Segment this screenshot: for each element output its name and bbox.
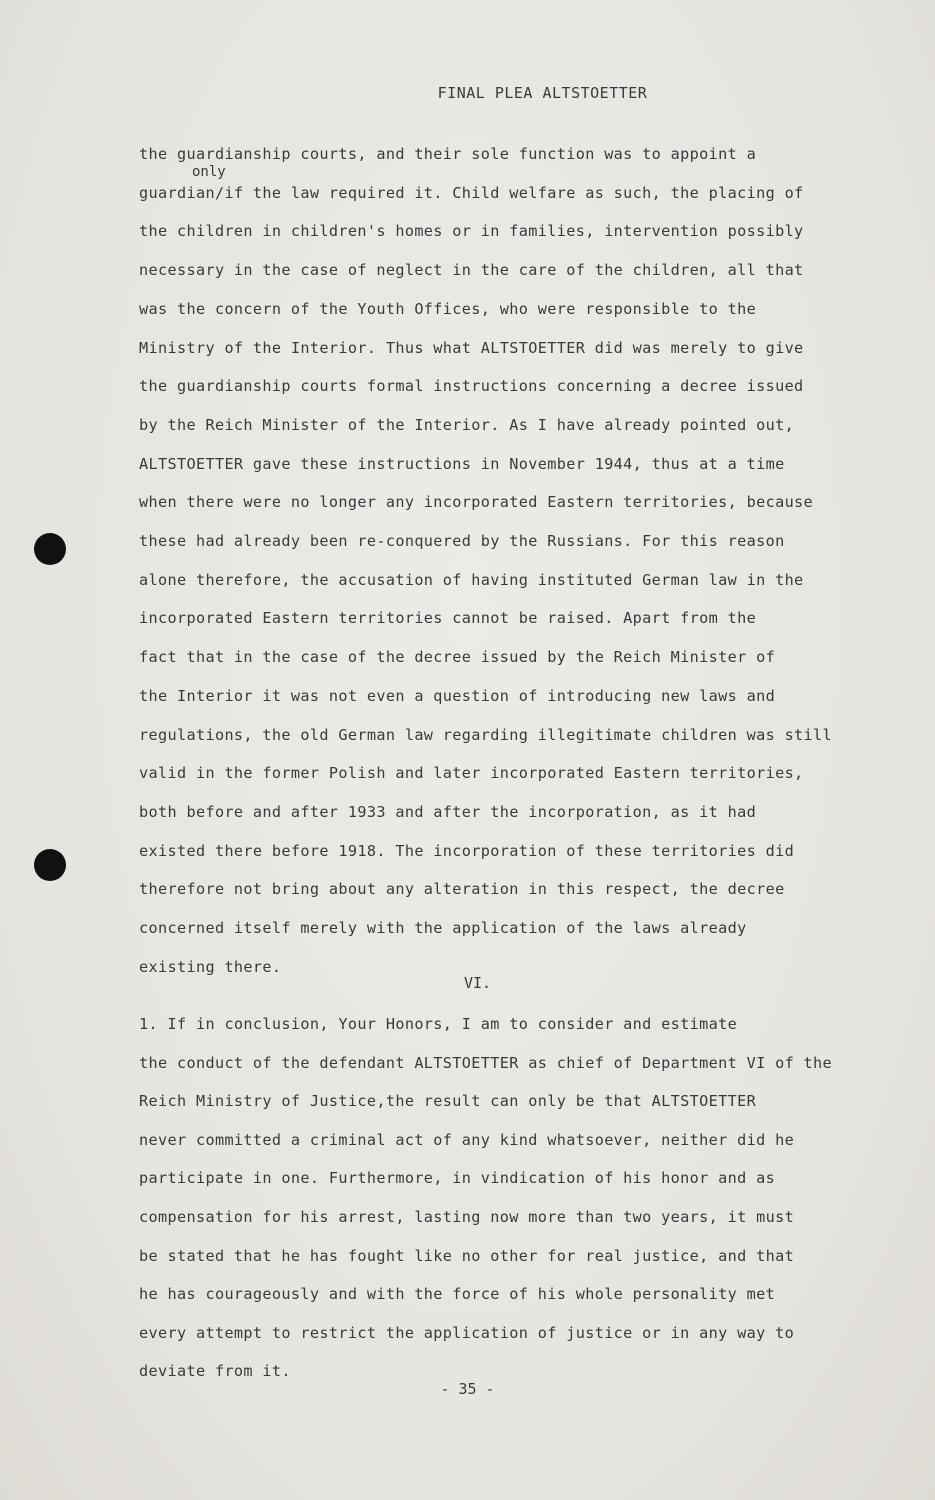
text-line: ALTSTOETTER gave these instructions in November 1944, thus at a time [139, 454, 785, 473]
text-line: regulations, the old German law regarding illegitimate children was still [139, 725, 833, 744]
text-line: the guardianship courts, and their sole function was to appoint a [139, 145, 757, 163]
text-line: existed there before 1918. The incorporation of these territories did [139, 841, 795, 860]
text-line: compensation for his arrest, lasting now more than two years, it must [139, 1208, 795, 1226]
page-number: - 35 - [440, 1380, 495, 1398]
text-line: participate in one. Furthermore, in vindication of his honor and as [139, 1169, 776, 1188]
text-line: therefore not bring about any alteration in this respect, the decree [139, 880, 785, 899]
punch-hole-upper [34, 533, 66, 565]
text-line: the children in children's homes or in families, intervention possibly [139, 222, 804, 241]
text-line: by the Reich Minister of the Interior. As I have already pointed out, [139, 415, 795, 434]
text-line: Reich Ministry of Justice,the result can only be that ALTSTOETTER [139, 1092, 757, 1111]
text-line: the guardianship courts formal instructions concerning a decree issued [139, 377, 804, 396]
text-line: these had already been re-conquered by the Russians. For this reason [139, 532, 785, 550]
page-header: FINAL PLEA ALTSTOETTER [437, 84, 648, 102]
text-line: necessary in the case of neglect in the care of the children, all that [139, 261, 804, 280]
text-line: be stated that he has fought like no other for real justice, and that [139, 1246, 795, 1265]
text-line: alone therefore, the accusation of having instituted German law in the [139, 570, 804, 589]
text-line: when there were no longer any incorporated Eastern territories, because [139, 493, 814, 512]
text-line: incorporated Eastern territories cannot be raised. Apart from the [139, 609, 757, 628]
text-line: deviate from it. [139, 1362, 291, 1381]
punch-hole-lower [34, 849, 66, 881]
text-line: he has courageously and with the force of his whole personality met [139, 1285, 776, 1304]
text-line: every attempt to restrict the application of justice or in any way to [139, 1323, 795, 1342]
text-line: the Interior it was not even a question of introducing new laws and [139, 686, 776, 705]
section-number: VI. [463, 974, 492, 992]
text-line: never committed a criminal act of any kind whatsoever, neither did he [139, 1130, 795, 1149]
text-line: 1. If in conclusion, Your Honors, I am to consider and estimate [139, 1015, 738, 1033]
text-line: concerned itself merely with the application of the laws already [139, 919, 747, 937]
text-line: valid in the former Polish and later incorporated Eastern territories, [139, 764, 804, 783]
text-line: both before and after 1933 and after the incorporation, as it had [139, 802, 757, 821]
text-line: was the concern of the Youth Offices, who were responsible to the [139, 299, 757, 318]
text-line: guardian/if the law required it. Child welfare as such, the placing of [139, 183, 804, 202]
text-line: existing there. [139, 957, 282, 976]
text-line: Ministry of the Interior. Thus what ALTSTOETTER did was merely to give [139, 338, 804, 357]
handwritten-insert: only [192, 164, 226, 180]
text-line: fact that in the case of the decree issued by the Reich Minister of [139, 648, 776, 667]
text-line: the conduct of the defendant ALTSTOETTER as chief of Department VI of the [139, 1053, 833, 1072]
